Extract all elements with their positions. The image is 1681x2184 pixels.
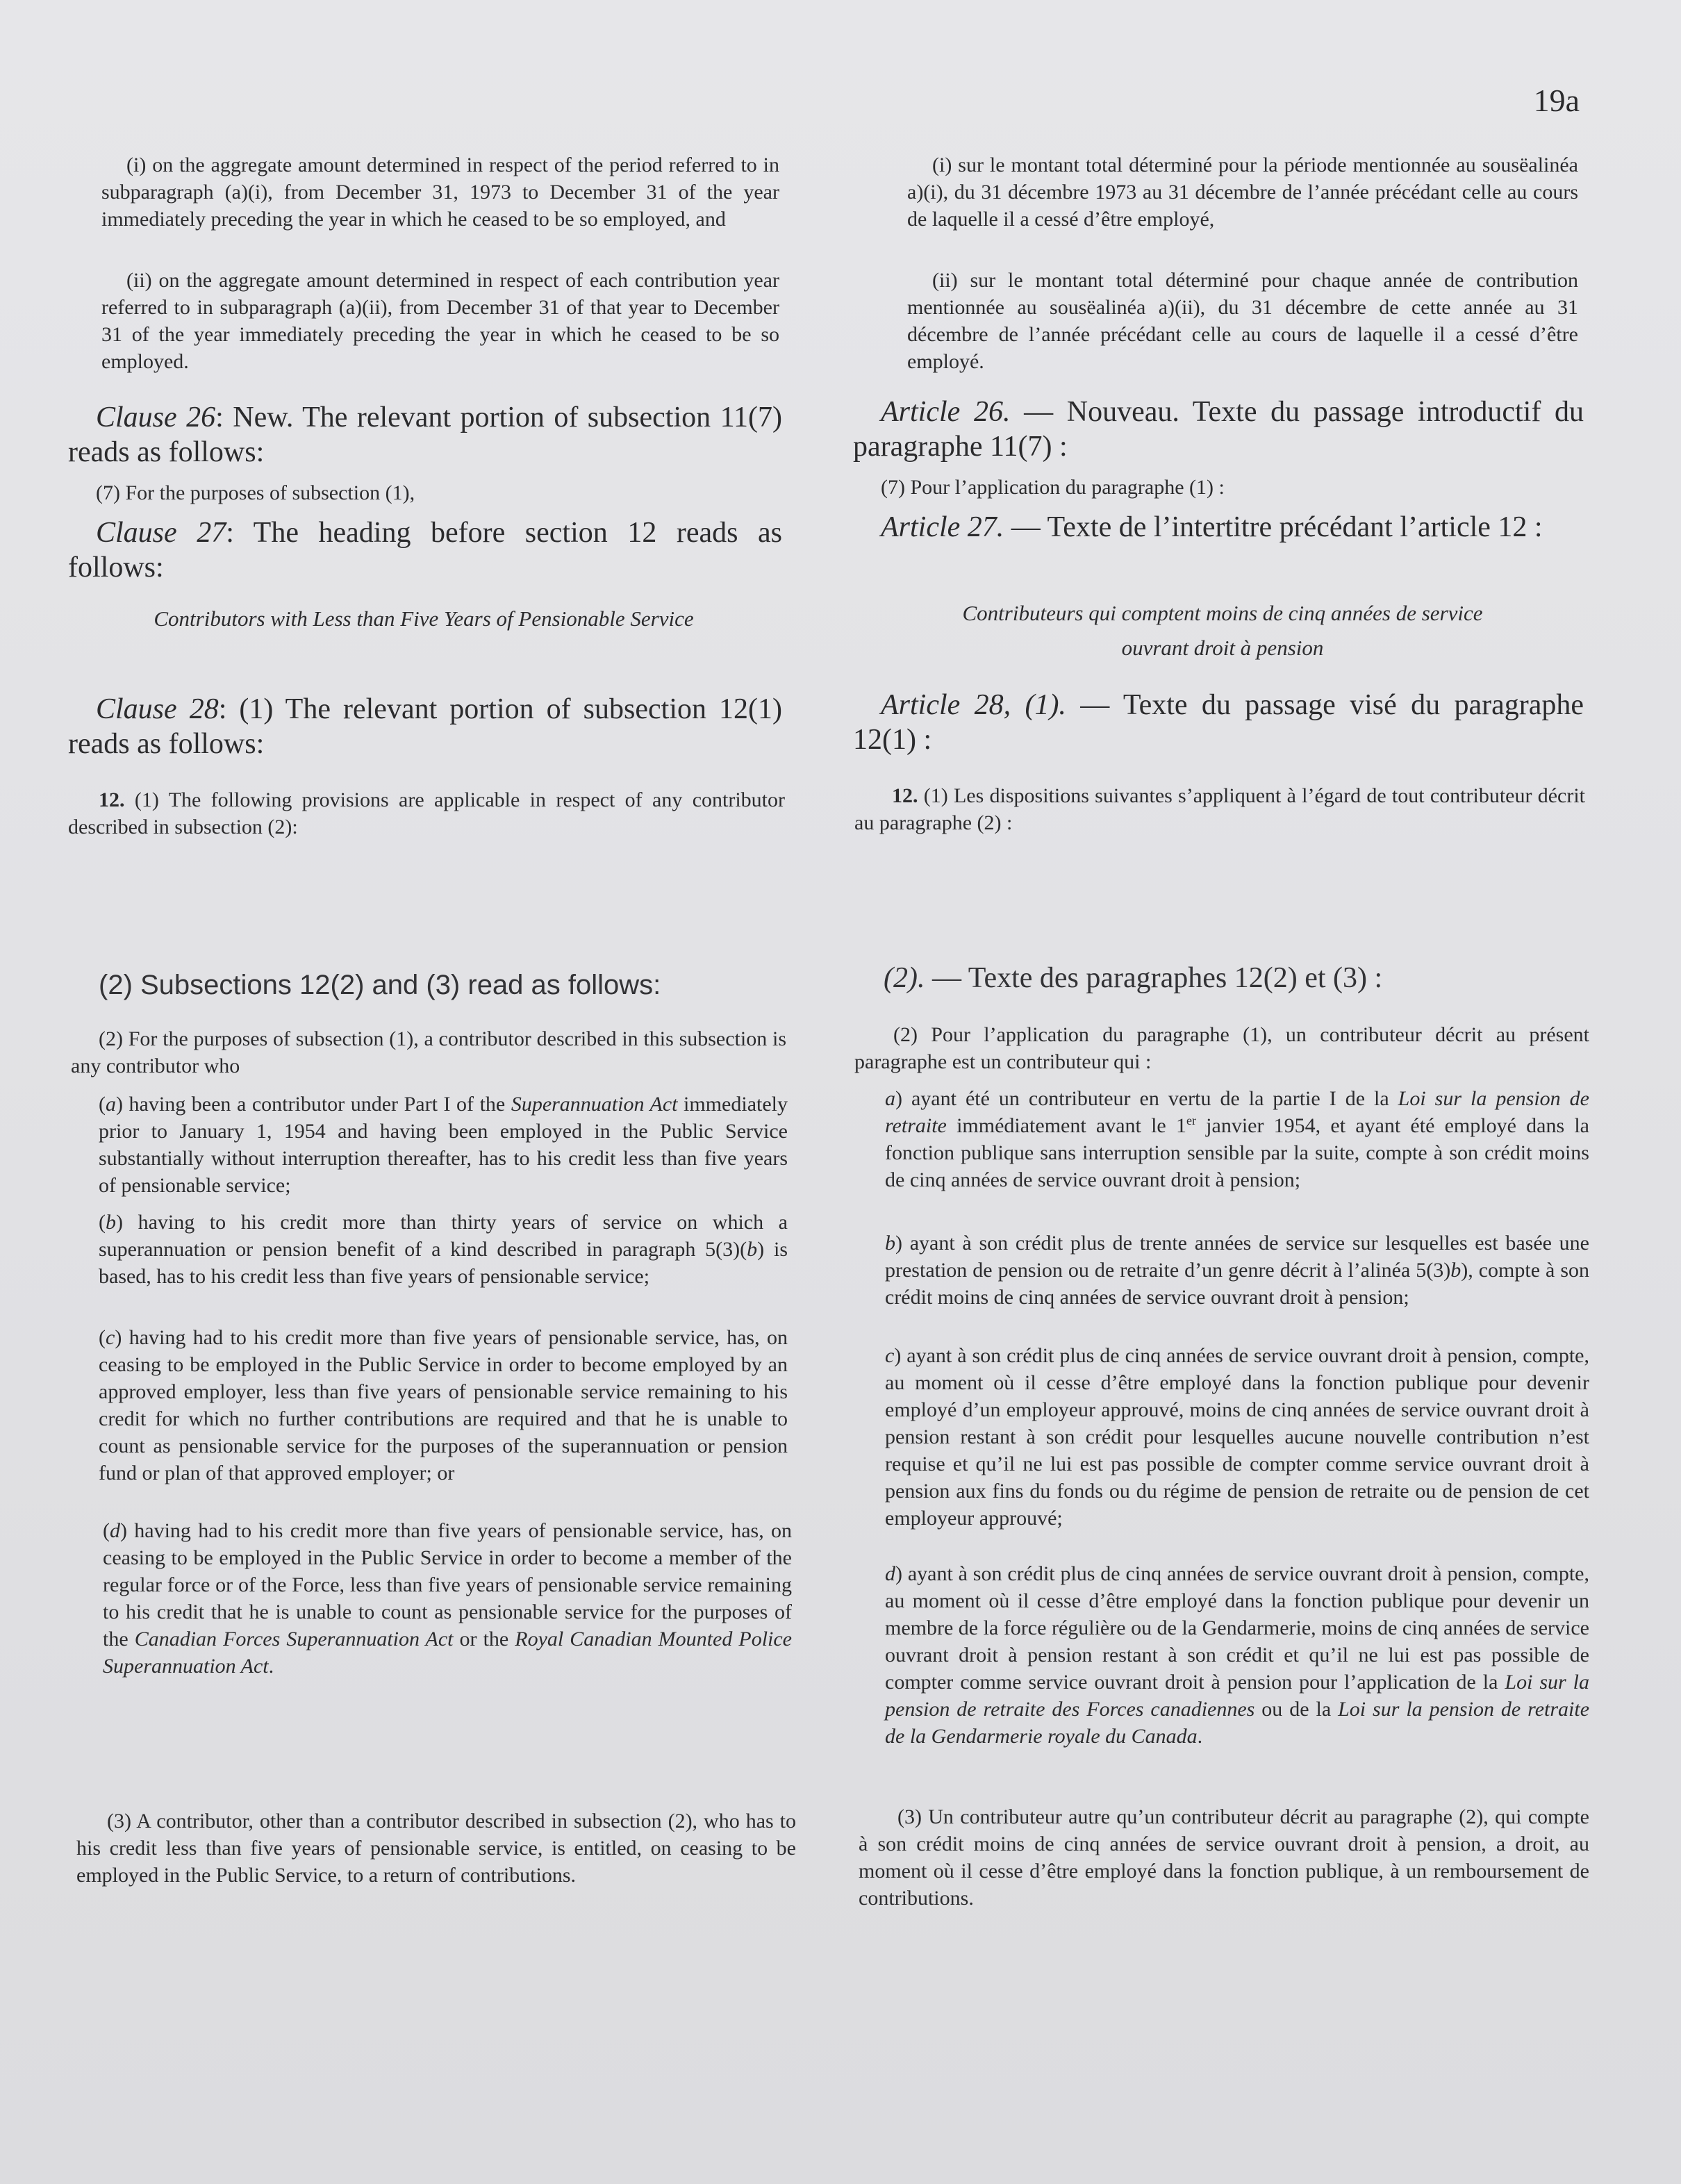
subparagraph-i: (i) on the aggregate amount determined in respect of the period referred to in subparagraph (a)(i), from December 31, 1973 to December 31 of the year immediately preceding the year in which he ceased to be so employed, and bbox=[101, 154, 779, 231]
alinea-c-text: ) ayant à son crédit plus de cinq années de service ouvrant droit à pension, compte, au moment où il cesse d’être employé dans la fonction publique pour devenir employé d’un employeur approuvé, moins de cinq années de service ouvrant droit à pension restant à son crédit pour lesquelles aucune nouvelle contribution n’est requise et qu’il ne lui est pas possible de compter comme service ouvrant droit à pension aux fins du fonds ou du régime de pension de retraite ou de pension de cet employeur approuvé; bbox=[885, 1344, 1589, 1530]
paragraph-b-rest: ) is based, has to his credit less than five years of pensionable service; bbox=[99, 1238, 788, 1288]
clause-28-label: Clause 28 bbox=[96, 693, 219, 725]
clause-28-text: : (1) The relevant portion of subsection 12(1) reads as follows: bbox=[68, 693, 783, 760]
paragraphe-11-7: (7) Pour l’application du paragraphe (1) : bbox=[881, 476, 1225, 499]
paragraph-b-text: ) having to his credit more than thirty years of service on which a superannuation or pension benefit of a kind described in paragraph 5(3)( bbox=[99, 1211, 788, 1261]
paragraph-d bbox=[103, 1517, 792, 1680]
clause-28-heading bbox=[68, 692, 782, 761]
alinea-a-text-2: immédiatement avant le 1 bbox=[946, 1114, 1186, 1137]
superannuation-act-title: Superannuation Act bbox=[511, 1093, 678, 1116]
paragraphes-heading-text: — Texte des paragraphes 12(2) et (3) : bbox=[925, 962, 1383, 994]
alinea-c bbox=[885, 1342, 1589, 1532]
paragraph-c-open: ( bbox=[99, 1326, 106, 1349]
subsection-12-3: (3) A contributor, other than a contributor described in subsection (2), who has to his credit less than five years of pensionable service, is entitled, on ceasing to be employed in the Public Service, to a return of contributions. bbox=[76, 1810, 796, 1887]
page-number: 19a bbox=[1533, 83, 1580, 118]
alinea-c-letter: c bbox=[885, 1344, 895, 1367]
article-28-text: — Texte du passage visé du paragraphe 12(1) : bbox=[853, 689, 1584, 756]
paragraphe-12-1-text: (1) Les dispositions suivantes s’appliquent à l’égard de tout contributeur décrit au paragraphe (2) : bbox=[854, 784, 1585, 834]
canadian-forces-act-title: Canadian Forces Superannuation Act bbox=[134, 1628, 454, 1651]
sous-alinea-ii: (ii) sur le montant total déterminé pour chaque année de contribution mentionnée au sousëalinéa a)(ii), du 31 décembre de cette année au 31 décembre de l’année précédant celle au cours de laquelle il a cessé d’être employé. bbox=[907, 269, 1578, 373]
subsection-11-7: (7) For the purposes of subsection (1), bbox=[96, 481, 415, 504]
alinea-a-letter: a bbox=[885, 1087, 895, 1110]
paragraph-b-letter: b bbox=[106, 1211, 116, 1234]
subsection-12-1 bbox=[68, 786, 785, 841]
subsections-heading: (2) Subsections 12(2) and (3) read as follows: bbox=[99, 970, 661, 1000]
paragraph-c bbox=[99, 1324, 788, 1487]
alinea-a-rest: janvier 1954, et ayant été employé dans la fonction publique sans interruption sensible par la suite, compte à son crédit moins de cinq années de service ouvrant droit à pension; bbox=[885, 1114, 1589, 1191]
paragraph-a-text: ) having been a contributor under Part I of the bbox=[116, 1093, 511, 1116]
clause-26-heading bbox=[68, 400, 782, 470]
paragraph-d-letter: d bbox=[110, 1519, 120, 1542]
paragraphes-heading-label: (2). bbox=[884, 962, 925, 994]
paragraph-d-joiner: or the bbox=[453, 1628, 515, 1651]
paragraph-d-text: ) having had to his credit more than five years of pensionable service, has, on ceasing to be employed in the Public Service in order to become a member of the regular force or of the Force, less than five years of pensionable service remaining to his credit that he is unable to count as pensionable service for the purposes of the bbox=[103, 1519, 792, 1651]
alinea-a-text: ) ayant été un contributeur en vertu de la partie I de la bbox=[895, 1087, 1398, 1110]
paragraph-b bbox=[99, 1209, 788, 1290]
paragraph-c-text: ) having had to his credit more than five years of pensionable service, has, on ceasing to be employed in the Public Service in order to become employed by an approved employer, less than five years of pensionable service remaining to his credit for which no further contributions are required and that he is unable to count as pensionable service for the purposes of the superannuation or pension fund or plan of that approved employer; or bbox=[99, 1326, 788, 1484]
clause-27-heading bbox=[68, 515, 782, 585]
paragraph-a-letter: a bbox=[106, 1093, 116, 1116]
loi-pension-retraite-title: Loi sur la pension de retraite bbox=[885, 1087, 1589, 1137]
paragraph-b-ref: b bbox=[747, 1238, 758, 1261]
article-26-text: — Nouveau. Texte du passage introductif du paragraphe 11(7) : bbox=[853, 396, 1584, 463]
paragraph-c-letter: c bbox=[106, 1326, 115, 1349]
paragraphe-12-2: (2) Pour l’application du paragraphe (1), un contributeur décrit au présent paragraphe est un contributeur qui : bbox=[854, 1023, 1589, 1073]
clause-26-text: : New. The relevant portion of subsection 11(7) reads as follows: bbox=[68, 402, 782, 468]
alinea-b-text: ) ayant à son crédit plus de trente années de service sur lesquelles est basée une prestation de pension ou de retraite d’un genre décrit à l’alinéa 5(3) bbox=[885, 1232, 1589, 1282]
alinea-d bbox=[885, 1560, 1589, 1750]
clause-27-label: Clause 27 bbox=[96, 517, 226, 549]
alinea-d-letter: d bbox=[885, 1562, 895, 1585]
clause-26-label: Clause 26 bbox=[96, 402, 216, 433]
alinea-d-joiner: ou de la bbox=[1254, 1698, 1339, 1721]
paragraphe-12-1 bbox=[854, 782, 1585, 836]
article-27-label: Article 27. bbox=[881, 511, 1004, 543]
alinea-d-text: ) ayant à son crédit plus de cinq années de service ouvrant droit à pension, compte, au moment où il cesse d’être employé dans la fonction publique pour devenir un membre de la force régulière ou de la Gendarmerie, moins de cinq années de service ouvrant droit à pension restant à son crédit et qu’il ne lui est pas possible de compter comme service ouvrant droit à pension pour l’application de la bbox=[885, 1562, 1589, 1694]
rcmp-act-title: Royal Canadian Mounted Police Superannuation Act bbox=[103, 1628, 792, 1678]
loi-forces-canadiennes-title: Loi sur la pension de retraite des Forces canadiennes bbox=[885, 1671, 1589, 1721]
subsection-12-1-text: (1) The following provisions are applicable in respect of any contributor described in subsection (2): bbox=[68, 788, 785, 838]
section-12-number: 12. bbox=[99, 788, 125, 811]
paragraphes-heading bbox=[884, 961, 1578, 995]
article-28-label: Article 28, (1). bbox=[881, 689, 1066, 721]
alinea-a-superscript: er bbox=[1186, 1114, 1196, 1127]
intertitre-article-12: Contributeurs qui comptent moins de cinq années de service ouvrant droit à pension bbox=[962, 601, 1483, 660]
article-12-number: 12. bbox=[892, 784, 918, 807]
section-12-heading: Contributors with Less than Five Years of Pensionable Service bbox=[154, 606, 694, 631]
subparagraph-ii: (ii) on the aggregate amount determined in respect of each contribution year referred to in subparagraph (a)(ii), from December 31 of that year to December 31 of the year immediately preceding the year in which he ceased to be so employed. bbox=[101, 269, 779, 373]
sous-alinea-i: (i) sur le montant total déterminé pour la période mentionnée au sousëalinéa a)(i), du 31 décembre 1973 au 31 décembre de l’année précédant celle au cours de laquelle il a cessé d’être employé, bbox=[907, 154, 1578, 231]
article-27-heading bbox=[853, 510, 1584, 545]
alinea-b-ref: b bbox=[1450, 1259, 1461, 1282]
article-26-heading bbox=[853, 395, 1584, 464]
paragraph-d-open: ( bbox=[103, 1519, 110, 1542]
paragraphe-12-3: (3) Un contributeur autre qu’un contributeur décrit au paragraphe (2), qui compte à son crédit moins de cinq années de service ouvrant droit à pension, a droit, au moment où il cesse d’être employé dans la fonction publique, à un remboursement de contributions. bbox=[859, 1805, 1589, 1910]
clause-27-text: : The heading before section 12 reads as follows: bbox=[68, 517, 783, 584]
article-27-text: — Texte de l’intertitre précédant l’article 12 : bbox=[1004, 511, 1543, 543]
article-26-label: Article 26. bbox=[881, 396, 1011, 428]
alinea-b-rest: ), compte à son crédit moins de cinq années de service ouvrant droit à pension; bbox=[885, 1259, 1590, 1309]
paragraph-d-end: . bbox=[268, 1655, 274, 1678]
paragraph-a-rest: immediately prior to January 1, 1954 and having been employed in the Public Service substantially without interruption thereafter, has to his credit less than five years of pensionable service; bbox=[99, 1093, 788, 1197]
alinea-a bbox=[885, 1085, 1589, 1193]
alinea-d-end: . bbox=[1197, 1725, 1203, 1748]
alinea-b bbox=[885, 1230, 1589, 1311]
paragraph-b-open: ( bbox=[99, 1211, 106, 1234]
subsection-12-2: (2) For the purposes of subsection (1), a contributor described in this subsection is any contributor who bbox=[71, 1027, 786, 1077]
loi-gendarmerie-title: Loi sur la pension de retraite de la Gendarmerie royale du Canada bbox=[885, 1698, 1590, 1748]
article-28-heading bbox=[853, 688, 1584, 757]
paragraph-a-open: ( bbox=[99, 1093, 106, 1116]
paragraph-a bbox=[99, 1091, 788, 1199]
alinea-b-letter: b bbox=[885, 1232, 895, 1255]
